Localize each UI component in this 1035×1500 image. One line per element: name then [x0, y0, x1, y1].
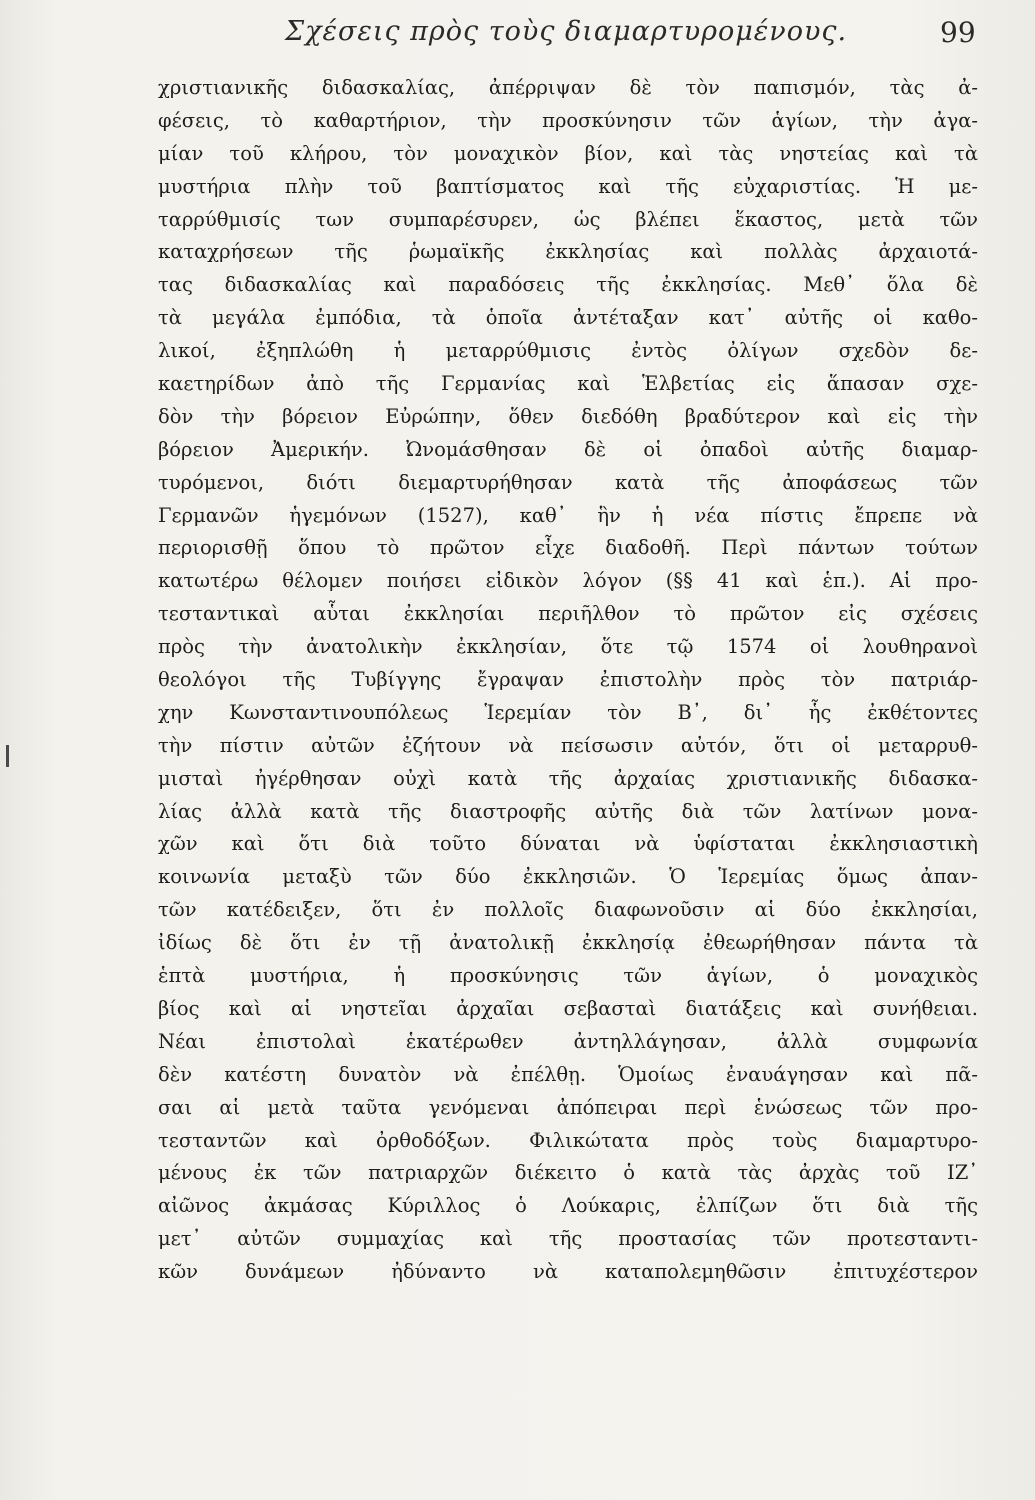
text-line: Νέαι ἐπιστολαὶ ἑκατέρωθεν ἀντηλλάγησαν, ἀλλὰ συμφωνία	[158, 1029, 978, 1053]
text-line: ἑπτὰ μυστήρια, ἡ προσκύνησις τῶν ἁγίων, ὁ μοναχικὸς	[158, 964, 978, 988]
body-text	[158, 72, 978, 1289]
text-line: βόρειον Ἀμερικήν. Ὠνομάσθησαν δὲ οἱ ὀπαδοὶ αὐτῆς διαμαρ-	[158, 437, 978, 461]
text-line: σαι αἱ μετὰ ταῦτα γενόμεναι ἀπόπειραι περὶ ἑνώσεως τῶν προ-	[158, 1095, 978, 1119]
text-line: λίας ἀλλὰ κατὰ τῆς διαστροφῆς αὐτῆς διὰ τῶν λατίνων μονα-	[158, 799, 978, 823]
text-line: φέσεις, τὸ καθαρτήριον, τὴν προσκύνησιν τῶν ἁγίων, τὴν ἀγα-	[158, 108, 978, 132]
text-line: κοινωνία μεταξὺ τῶν δύο ἐκκλησιῶν. Ὁ Ἱερεμίας ὅμως ἀπαν-	[158, 865, 978, 889]
text-line: μίαν τοῦ κλήρου, τὸν μοναχικὸν βίον, καὶ τὰς νηστείας καὶ τὰ	[158, 141, 978, 165]
text-line: μένους ἐκ τῶν πατριαρχῶν διέκειτο ὁ κατὰ τὰς ἀρχὰς τοῦ ΙΖ᾽	[158, 1161, 978, 1185]
text-line: τυρόμενοι, διότι διεμαρτυρήθησαν κατὰ τῆς ἀποφάσεως τῶν	[158, 470, 978, 494]
text-line: δὸν τὴν βόρειον Εὐρώπην, ὅθεν διεδόθη βραδύτερον καὶ εἰς τὴν	[158, 404, 978, 428]
text-line: τὴν πίστιν αὐτῶν ἐζήτουν νὰ πείσωσιν αὐτόν, ὅτι οἱ μεταρρυθ-	[158, 733, 978, 757]
text-line: τας διδασκαλίας καὶ παραδόσεις τῆς ἐκκλησίας. Μεθ᾽ ὅλα δὲ	[158, 273, 978, 297]
text-line: χριστιανικῆς διδασκαλίας, ἀπέρριψαν δὲ τὸν παπισμόν, τὰς ἀ-	[158, 76, 978, 99]
text-line: ταρρύθμισίς των συμπαρέσυρεν, ὡς βλέπει ἕκαστος, μετὰ τῶν	[158, 207, 978, 231]
text-line: καταχρήσεων τῆς ῥωμαϊκῆς ἐκκλησίας καὶ πολλὰς ἀρχαιοτά-	[158, 240, 978, 264]
text-line: μυστήρια πλὴν τοῦ βαπτίσματος καὶ τῆς εὐχαριστίας. Ἡ με-	[158, 174, 978, 198]
text-line: κατωτέρω θέλομεν ποιήσει εἰδικὸν λόγον (§§ 41 καὶ ἑπ.). Αἱ προ-	[158, 569, 978, 593]
page-header	[0, 12, 1035, 56]
text-line: περιορισθῇ ὅπου τὸ πρῶτον εἶχε διαδοθῆ. Περὶ πάντων τούτων	[158, 536, 978, 560]
text-line: θεολόγοι τῆς Τυβίγγης ἔγραψαν ἐπιστολὴν πρὸς τὸν πατριάρ-	[158, 668, 978, 692]
text-line: χῶν καὶ ὅτι διὰ τοῦτο δύναται νὰ ὑφίσταται ἐκκλησιαστικὴ	[158, 832, 978, 856]
text-line: ἰδίως δὲ ὅτι ἐν τῇ ἀνατολικῇ ἐκκλησίᾳ ἐθεωρήθησαν πάντα τὰ	[158, 931, 978, 955]
text-line: πρὸς τὴν ἀνατολικὴν ἐκκλησίαν, ὅτε τῷ 1574 οἱ λουθηρανοὶ	[158, 635, 978, 659]
text-line: δὲν κατέστη δυνατὸν νὰ ἐπέλθῃ. Ὁμοίως ἐναυάγησαν καὶ πᾶ-	[158, 1062, 978, 1086]
text-line: τὰ μεγάλα ἐμπόδια, τὰ ὁποῖα ἀντέταξαν κατ᾽ αὐτῆς οἱ καθο-	[158, 306, 978, 330]
text-line: τῶν κατέδειξεν, ὅτι ἐν πολλοῖς διαφωνοῦσιν αἱ δύο ἐκκλησίαι,	[158, 898, 978, 922]
text-line: βίος καὶ αἱ νηστεῖαι ἀρχαῖαι σεβασταὶ διατάξεις καὶ συνήθειαι.	[158, 996, 978, 1020]
margin-mark	[6, 745, 9, 767]
running-head: Σχέσεις πρὸς τοὺς διαμαρτυρομένους.	[285, 16, 848, 47]
text-line: χην Κωνσταντινουπόλεως Ἱερεμίαν τὸν Β᾽, δι᾽ ἧς ἐκθέτοντες	[158, 700, 978, 724]
text-line: κῶν δυνάμεων ἠδύναντο νὰ καταπολεμηθῶσιν ἐπιτυχέστερον	[158, 1260, 978, 1284]
text-line: καετηρίδων ἀπὸ τῆς Γερμανίας καὶ Ἑλβετίας εἰς ἅπασαν σχε-	[158, 372, 978, 396]
text-line: τεσταντικαὶ αὗται ἐκκλησίαι περιῆλθον τὸ πρῶτον εἰς σχέσεις	[158, 602, 978, 626]
text-line: μετ᾽ αὐτῶν συμμαχίας καὶ τῆς προστασίας τῶν προτεσταντι-	[158, 1227, 978, 1251]
text-line: Γερμανῶν ἡγεμόνων (1527), καθ᾽ ἣν ἡ νέα πίστις ἔπρεπε νὰ	[158, 503, 978, 527]
text-line: τεσταντῶν καὶ ὀρθοδόξων. Φιλικώτατα πρὸς τοὺς διαμαρτυρο-	[158, 1128, 978, 1152]
text-line: μισταὶ ἠγέρθησαν οὐχὶ κατὰ τῆς ἀρχαίας χριστιανικῆς διδασκα-	[158, 766, 978, 790]
text-line: λικοί, ἐξηπλώθη ἡ μεταρρύθμισις ἐντὸς ὀλίγων σχεδὸν δε-	[158, 339, 978, 363]
page-number: 99	[940, 16, 976, 49]
text-line: αἰῶνος ἀκμάσας Κύριλλος ὁ Λούκαρις, ἐλπίζων ὅτι διὰ τῆς	[158, 1194, 978, 1218]
